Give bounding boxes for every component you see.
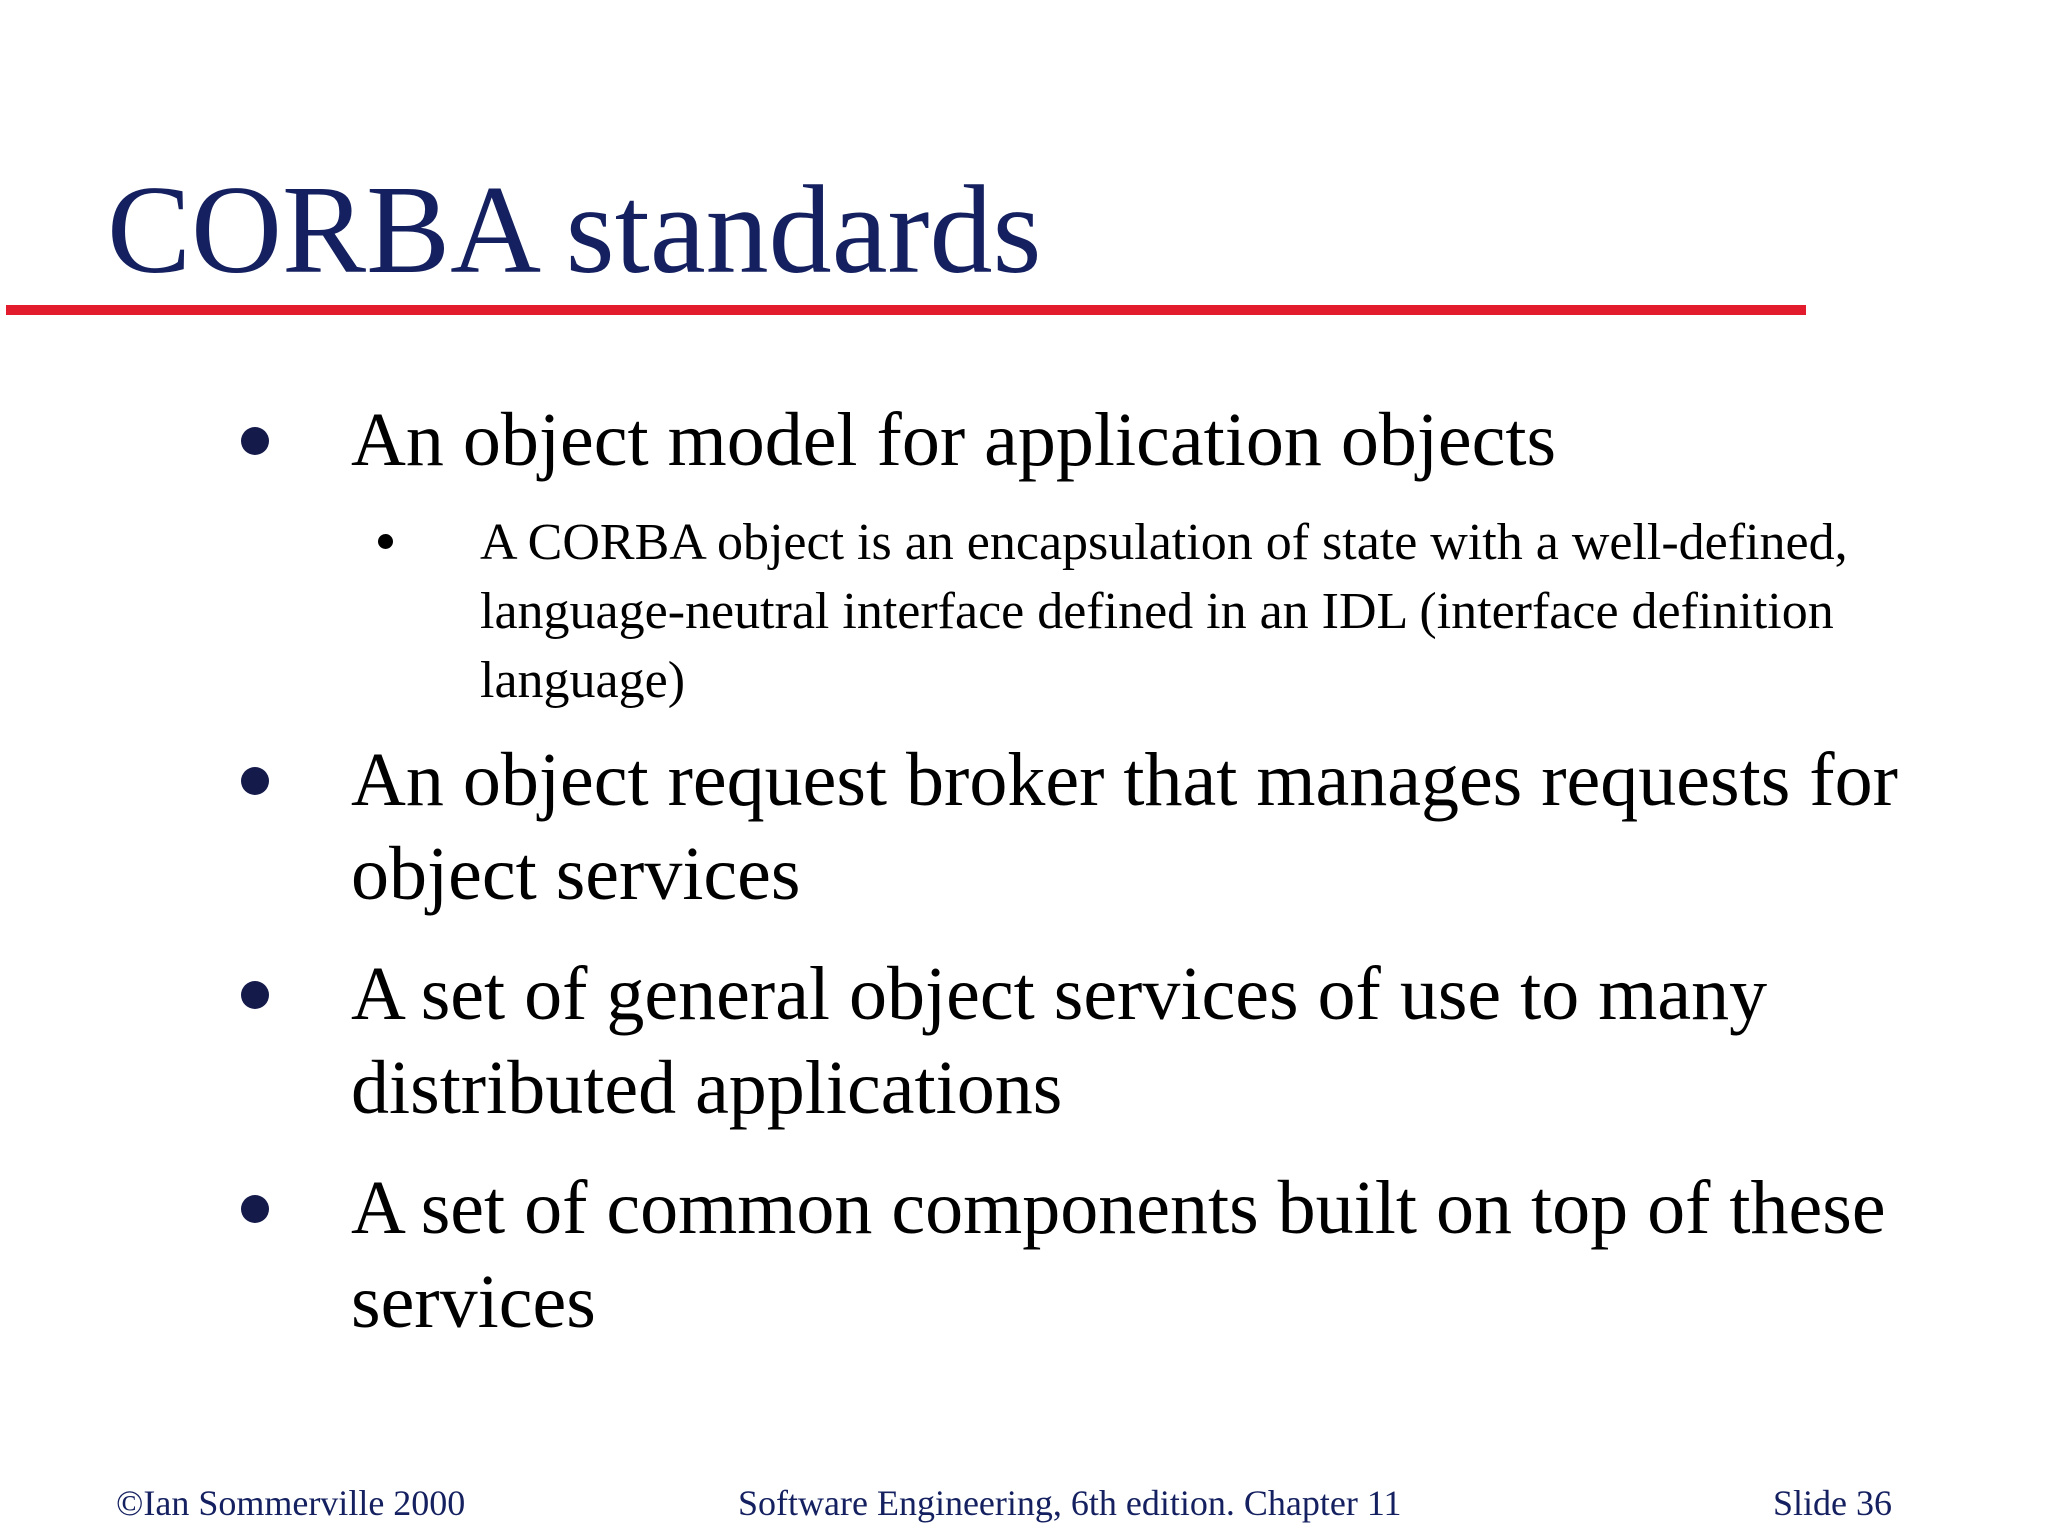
bullet-text: An object model for application objects bbox=[351, 398, 1557, 482]
bullet-icon bbox=[241, 1195, 269, 1223]
sub-bullet-icon bbox=[378, 534, 393, 549]
bullet-text: An object request broker that manages requests for object services bbox=[351, 738, 1898, 916]
footer-book-title: Software Engineering, 6th edition. Chapter 11 bbox=[738, 1483, 1402, 1523]
bullet-icon bbox=[241, 981, 269, 1009]
title-underline bbox=[6, 305, 1806, 315]
footer-slide-number: Slide 36 bbox=[1773, 1483, 1893, 1523]
slide-title: CORBA standards bbox=[107, 161, 1042, 300]
sub-bullet-text: A CORBA object is an encapsulation of state with a well-defined, language-neutral interface defined in an IDL (interface definition language) bbox=[480, 514, 1848, 709]
bullet-text: A set of common components built on top of these services bbox=[351, 1166, 1886, 1344]
bullet-icon bbox=[241, 427, 269, 455]
bullet-icon bbox=[241, 767, 269, 795]
footer-copyright: ©Ian Sommerville 2000 bbox=[116, 1483, 466, 1523]
bullet-text: A set of general object services of use to many distributed applications bbox=[351, 952, 1768, 1130]
